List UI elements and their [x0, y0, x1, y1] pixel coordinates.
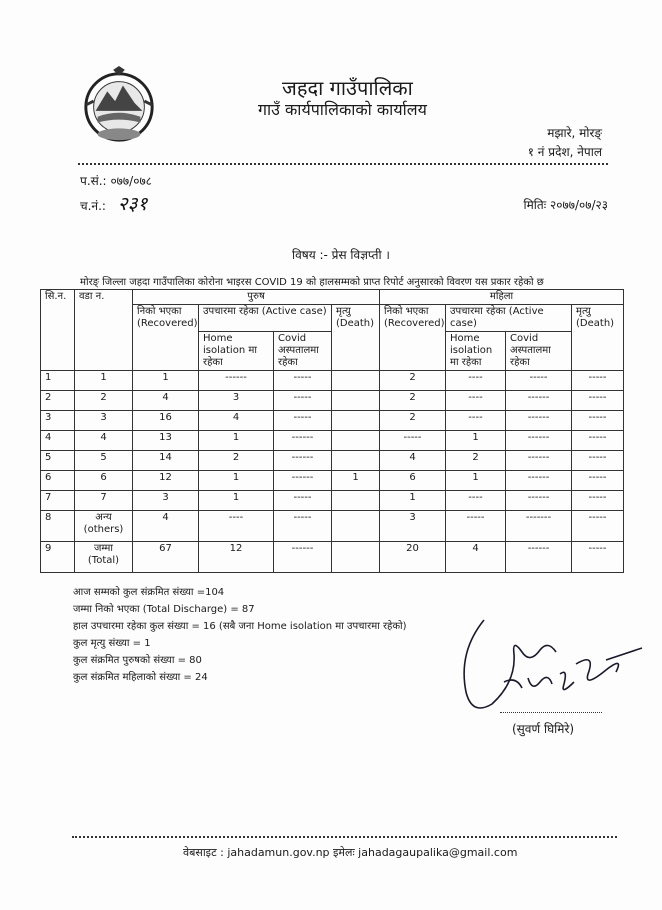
cell-male-hospital: -----	[274, 411, 332, 431]
cell-female-hospital: ------	[506, 391, 572, 411]
header-divider	[78, 163, 608, 165]
cell-sn: 1	[41, 371, 75, 391]
cell-ward: 7	[75, 491, 133, 511]
header-female-death: मृत्यु (Death)	[572, 305, 624, 371]
table-row	[41, 411, 624, 431]
cell-male-hospital: ------	[274, 542, 332, 573]
cell-female-recovered: 2	[380, 391, 446, 411]
cell-male-home: 2	[199, 451, 274, 471]
cell-ward: 3	[75, 411, 133, 431]
ref-ps	[80, 172, 152, 189]
cell-female-hospital: -----	[506, 371, 572, 391]
summary-line: कुल संक्रमित पुरुषको संख्या = 80	[73, 655, 202, 666]
footer-divider	[72, 836, 617, 838]
table-row	[41, 511, 624, 542]
table-row	[41, 431, 624, 451]
cell-male-recovered: 13	[133, 431, 199, 451]
cell-male-death	[332, 411, 380, 431]
cn-value: २३१	[117, 193, 148, 215]
cell-male-home: ----	[199, 511, 274, 542]
header-male-recovered: निको भएका (Recovered)	[133, 305, 199, 371]
cell-male-death	[332, 542, 380, 573]
cell-female-recovered: 1	[380, 491, 446, 511]
cell-female-death: -----	[572, 542, 624, 573]
header-male-home: Home isolation मा रहेका	[199, 332, 274, 371]
cell-female-hospital: ------	[506, 431, 572, 451]
header-male-death: मृत्यु (Death)	[332, 305, 380, 371]
cell-male-home: 1	[199, 471, 274, 491]
header-sn: सि.न.	[41, 290, 75, 371]
cell-female-home: 1	[446, 431, 506, 451]
cell-female-home: 2	[446, 451, 506, 471]
cell-ward: जम्मा (Total)	[75, 542, 133, 573]
table-row	[41, 542, 624, 573]
header-male: पुरुष	[133, 290, 380, 305]
cell-sn: 9	[41, 542, 75, 573]
cell-male-recovered: 3	[133, 491, 199, 511]
cn-label: च.नं.:	[80, 199, 106, 213]
cell-male-home: 1	[199, 491, 274, 511]
cell-male-recovered: 4	[133, 511, 199, 542]
cell-female-home: 1	[446, 471, 506, 491]
header-ward: वडा न.	[75, 290, 133, 371]
cell-female-death: -----	[572, 391, 624, 411]
header-female-recovered: निको भएका (Recovered)	[380, 305, 446, 371]
cell-female-death: -----	[572, 511, 624, 542]
header-female-hospital: Covid अस्पतालमा रहेका	[506, 332, 572, 371]
cell-female-recovered: 20	[380, 542, 446, 573]
cell-male-hospital: -----	[274, 371, 332, 391]
summary-line: कुल मृत्यु संख्या = 1	[73, 638, 151, 649]
cell-male-death	[332, 431, 380, 451]
cell-male-home: ------	[199, 371, 274, 391]
cell-sn: 8	[41, 511, 75, 542]
cell-male-hospital: ------	[274, 431, 332, 451]
cell-male-recovered: 1	[133, 371, 199, 391]
cell-male-death	[332, 391, 380, 411]
ps-label: प.सं.:	[80, 174, 107, 188]
cell-female-hospital: ------	[506, 471, 572, 491]
cell-female-home: ----	[446, 491, 506, 511]
cell-ward: 4	[75, 431, 133, 451]
handwritten-signature	[456, 612, 646, 724]
cell-female-home: ----	[446, 411, 506, 431]
footer-contact: वेबसाइट : jahadamun.gov.np इमेलः jahadagaupalika@gmail.com	[183, 846, 518, 859]
cell-ward: अन्य (others)	[75, 511, 133, 542]
cell-female-death: -----	[572, 491, 624, 511]
cell-female-home: 4	[446, 542, 506, 573]
covid-table	[40, 289, 624, 573]
signatory-name: (सुवर्ण घिमिरे)	[512, 722, 575, 736]
cell-male-home: 4	[199, 411, 274, 431]
cell-male-recovered: 12	[133, 471, 199, 491]
cell-male-home: 3	[199, 391, 274, 411]
cell-female-death: -----	[572, 371, 624, 391]
summary-block	[73, 584, 407, 686]
cell-female-hospital: ------	[506, 411, 572, 431]
subject-line: विषय :- प्रेस विज्ञप्ती ।	[292, 248, 390, 262]
table-row	[41, 471, 624, 491]
header-female-home: Home isolation मा रहेका	[446, 332, 506, 371]
cell-female-death: -----	[572, 431, 624, 451]
cell-female-death: -----	[572, 451, 624, 471]
header-female: महिला	[380, 290, 624, 305]
address-line-2: १ नं प्रदेश, नेपाल	[527, 145, 602, 159]
address-line-1: मझारे, मोरङ्	[547, 126, 602, 140]
cell-ward: 6	[75, 471, 133, 491]
cell-male-hospital: -----	[274, 511, 332, 542]
table-row	[41, 491, 624, 511]
cell-female-hospital: ------	[506, 542, 572, 573]
cell-female-recovered: 3	[380, 511, 446, 542]
summary-line: हाल उपचारमा रहेका कुल संख्या = 16 (सबै जना Home isolation मा उपचारमा रहेको)	[73, 621, 407, 632]
table-row	[41, 391, 624, 411]
cell-male-home: 1	[199, 431, 274, 451]
cell-male-death	[332, 371, 380, 391]
cell-male-hospital: ------	[274, 471, 332, 491]
cell-female-hospital: ------	[506, 491, 572, 511]
cell-male-death	[332, 511, 380, 542]
cell-male-recovered: 4	[133, 391, 199, 411]
cell-female-home: -----	[446, 511, 506, 542]
cell-sn: 2	[41, 391, 75, 411]
cell-sn: 6	[41, 471, 75, 491]
cell-ward: 1	[75, 371, 133, 391]
cell-sn: 5	[41, 451, 75, 471]
cell-female-home: ----	[446, 371, 506, 391]
ps-value: ०७७/०७८	[110, 174, 152, 188]
table-row	[41, 451, 624, 471]
cell-male-home: 12	[199, 542, 274, 573]
header-male-active: उपचारमा रहेका (Active case)	[199, 305, 332, 332]
date-label: मितिः	[523, 198, 547, 212]
cell-male-hospital: ------	[274, 451, 332, 471]
header-male-hospital: Covid अस्पतालमा रहेका	[274, 332, 332, 371]
cell-female-recovered: 2	[380, 371, 446, 391]
date	[524, 196, 609, 213]
date-value: २०७७/०७/२३	[549, 198, 608, 212]
cell-male-recovered: 14	[133, 451, 199, 471]
cell-male-recovered: 16	[133, 411, 199, 431]
nepal-emblem-icon	[80, 66, 158, 144]
cell-sn: 3	[41, 411, 75, 431]
cell-female-death: -----	[572, 471, 624, 491]
intro-text: मोरङ् जिल्ला जहदा गाउँपालिका कोरोना भाइरस COVID 19 को हालसम्मको प्राप्त रिपोर्ट अनुसारको विवरण यस प्रकार रहेको छ	[80, 277, 544, 288]
cell-female-hospital: ------	[506, 451, 572, 471]
cell-male-death	[332, 451, 380, 471]
table-row	[41, 371, 624, 391]
cell-sn: 4	[41, 431, 75, 451]
summary-line: जम्मा निको भएका (Total Discharge) = 87	[73, 604, 255, 615]
cell-female-hospital: -------	[506, 511, 572, 542]
cell-female-recovered: 4	[380, 451, 446, 471]
cell-female-recovered: -----	[380, 431, 446, 451]
org-subtitle: गाउँ कार्यपालिकाको कार्यालय	[258, 100, 427, 119]
signature-line	[500, 712, 602, 713]
cell-male-death: 1	[332, 471, 380, 491]
cell-male-hospital: -----	[274, 391, 332, 411]
org-name: जहदा गाउँपालिका	[282, 76, 413, 100]
cell-female-home: ----	[446, 391, 506, 411]
summary-line: आज सम्मको कुल संक्रमित संख्या =104	[73, 587, 225, 598]
cell-sn: 7	[41, 491, 75, 511]
summary-line: कुल संक्रमित महिलाको संख्या = 24	[73, 672, 208, 683]
cell-male-recovered: 67	[133, 542, 199, 573]
cell-female-death: -----	[572, 411, 624, 431]
cell-ward: 2	[75, 391, 133, 411]
ref-cn	[80, 190, 147, 216]
cell-female-recovered: 6	[380, 471, 446, 491]
cell-male-death	[332, 491, 380, 511]
cell-female-recovered: 2	[380, 411, 446, 431]
header-female-active: उपचारमा रहेका (Active case)	[446, 305, 572, 332]
cell-ward: 5	[75, 451, 133, 471]
cell-male-hospital: -----	[274, 491, 332, 511]
